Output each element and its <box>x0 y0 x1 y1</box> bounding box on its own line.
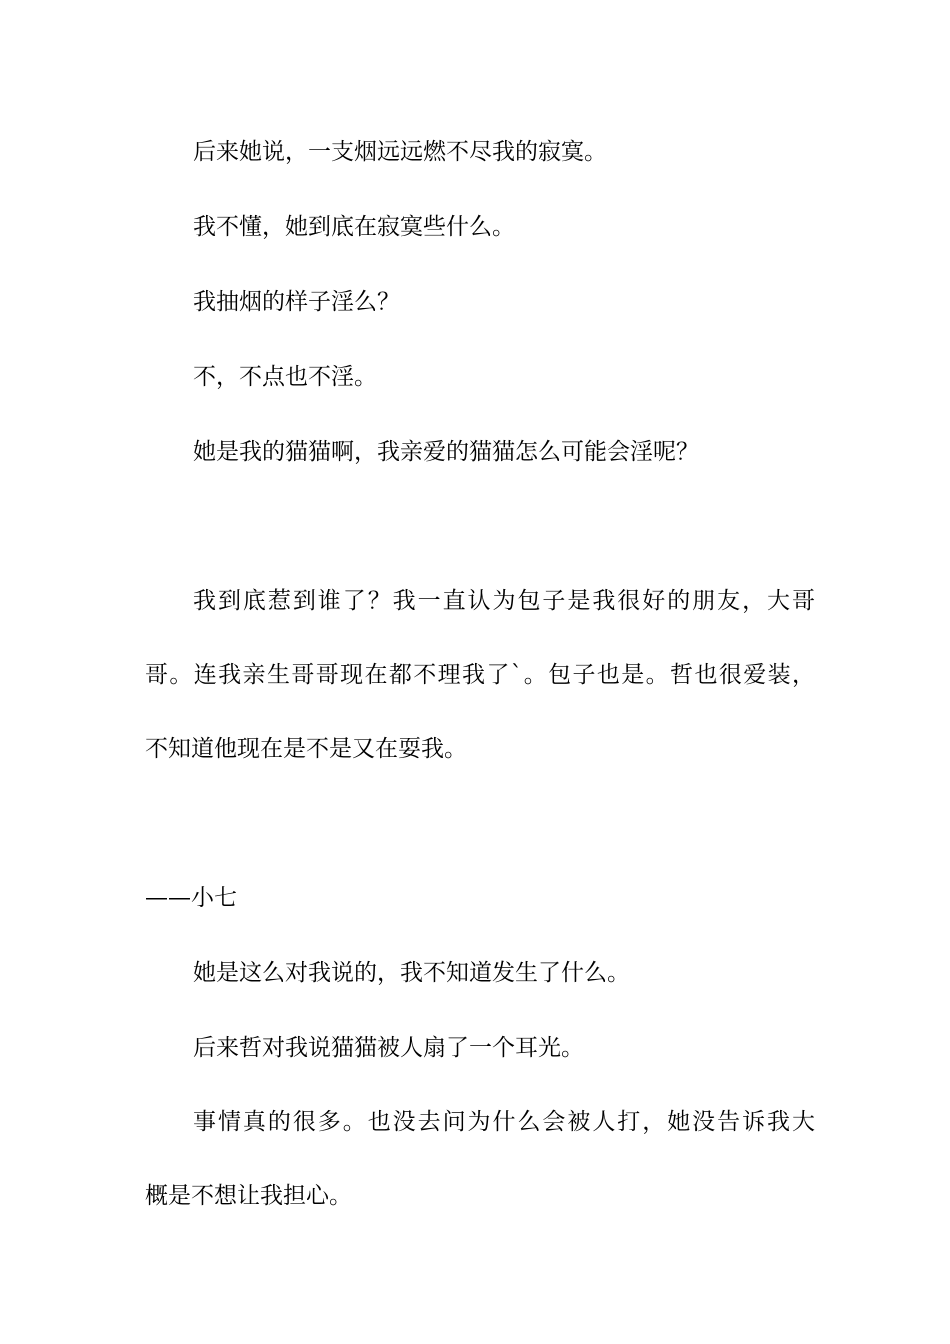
paragraph-line: 她是我的猫猫啊，我亲爱的猫猫怎么可能会淫呢？ <box>193 439 699 465</box>
paragraph-line: 不，不点也不淫。 <box>193 364 377 390</box>
paragraph-line: 事情真的很多。也没去问为什么会被人打，她没告诉我大 <box>193 1109 815 1135</box>
paragraph-line: 我抽烟的样子淫么？ <box>193 289 400 315</box>
paragraph-line: 后来哲对我说猫猫被人扇了一个耳光。 <box>193 1035 584 1061</box>
paragraph-line: 我到底惹到谁了？我一直认为包子是我很好的朋友，大哥 <box>193 588 815 614</box>
paragraph-line: 概是不想让我担心。 <box>145 1183 352 1209</box>
paragraph-line: 哥。连我亲生哥哥现在都不理我了`。包子也是。哲也很爱装， <box>145 662 815 688</box>
signature-line: ——小七 <box>145 885 237 911</box>
paragraph-line: 她是这么对我说的，我不知道发生了什么。 <box>193 960 630 986</box>
paragraph-line: 不知道他现在是不是又在耍我。 <box>145 736 467 762</box>
paragraph-line: 我不懂，她到底在寂寞些什么。 <box>193 214 515 240</box>
paragraph-line: 后来她说，一支烟远远燃不尽我的寂寞。 <box>193 139 607 165</box>
